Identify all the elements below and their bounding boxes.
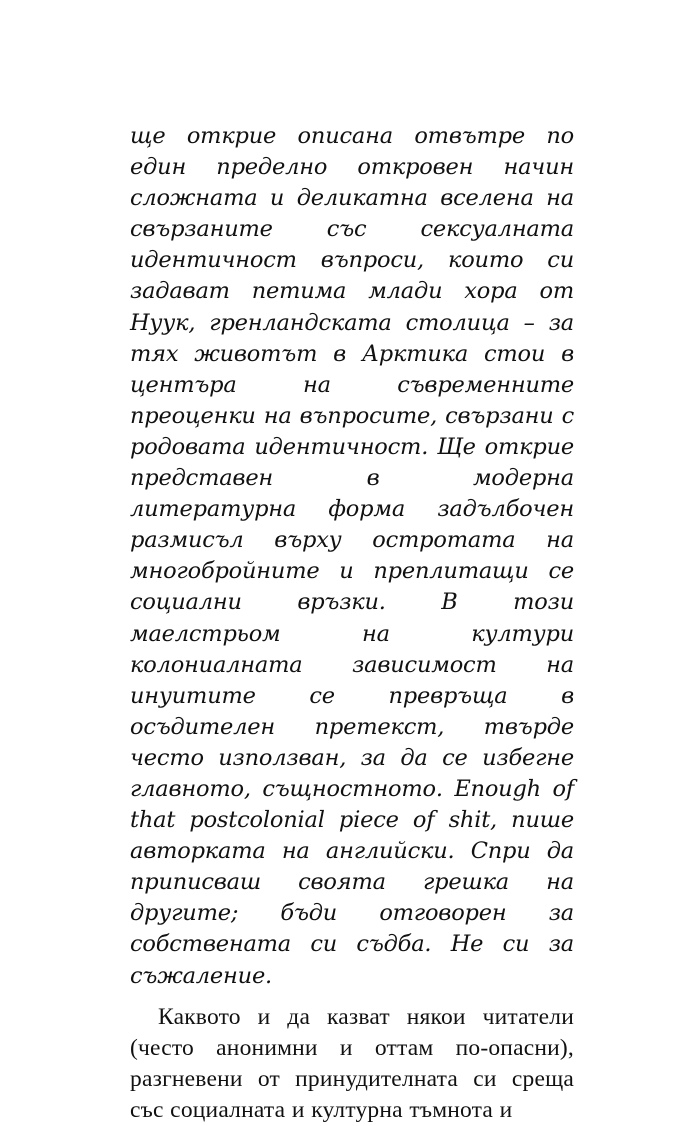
paragraph-italic: ще открие описана отвътре по един пределно откровен начин сложната и деликатна вселена на свързаните със сексуалната идентичност въпроси, които си задават петима млади хора от Нуук, гренландската столица – за тях животът в Арктика стои в центъра на съвременните преоценки на въпросите, свързани с родовата идентичност. Ще открие представен в модерна литературна форма задълбочен размисъл върху остротата на многобройните и преплитащи се социални връзки. В този маелстрьом на култури колониалната зависимост на инуитите се превръща в осъдителен претекст, твърде често използван, за да се избегне главното, същностното. Enough of that postcolonial piece of shit, пише авторката на английски. Спри да приписваш своята грешка на другите; бъди отговорен за собствената си съдба. Не си за съжаление. [130, 123, 574, 989]
body-text [130, 121, 574, 1126]
paragraph-gap [130, 992, 574, 1002]
paragraph-regular: Каквото и да казват някои читатели (често анонимни и оттам по-опасни), разгневени от принудителната си среща със социалната и културна тъмнота и [130, 1003, 574, 1123]
